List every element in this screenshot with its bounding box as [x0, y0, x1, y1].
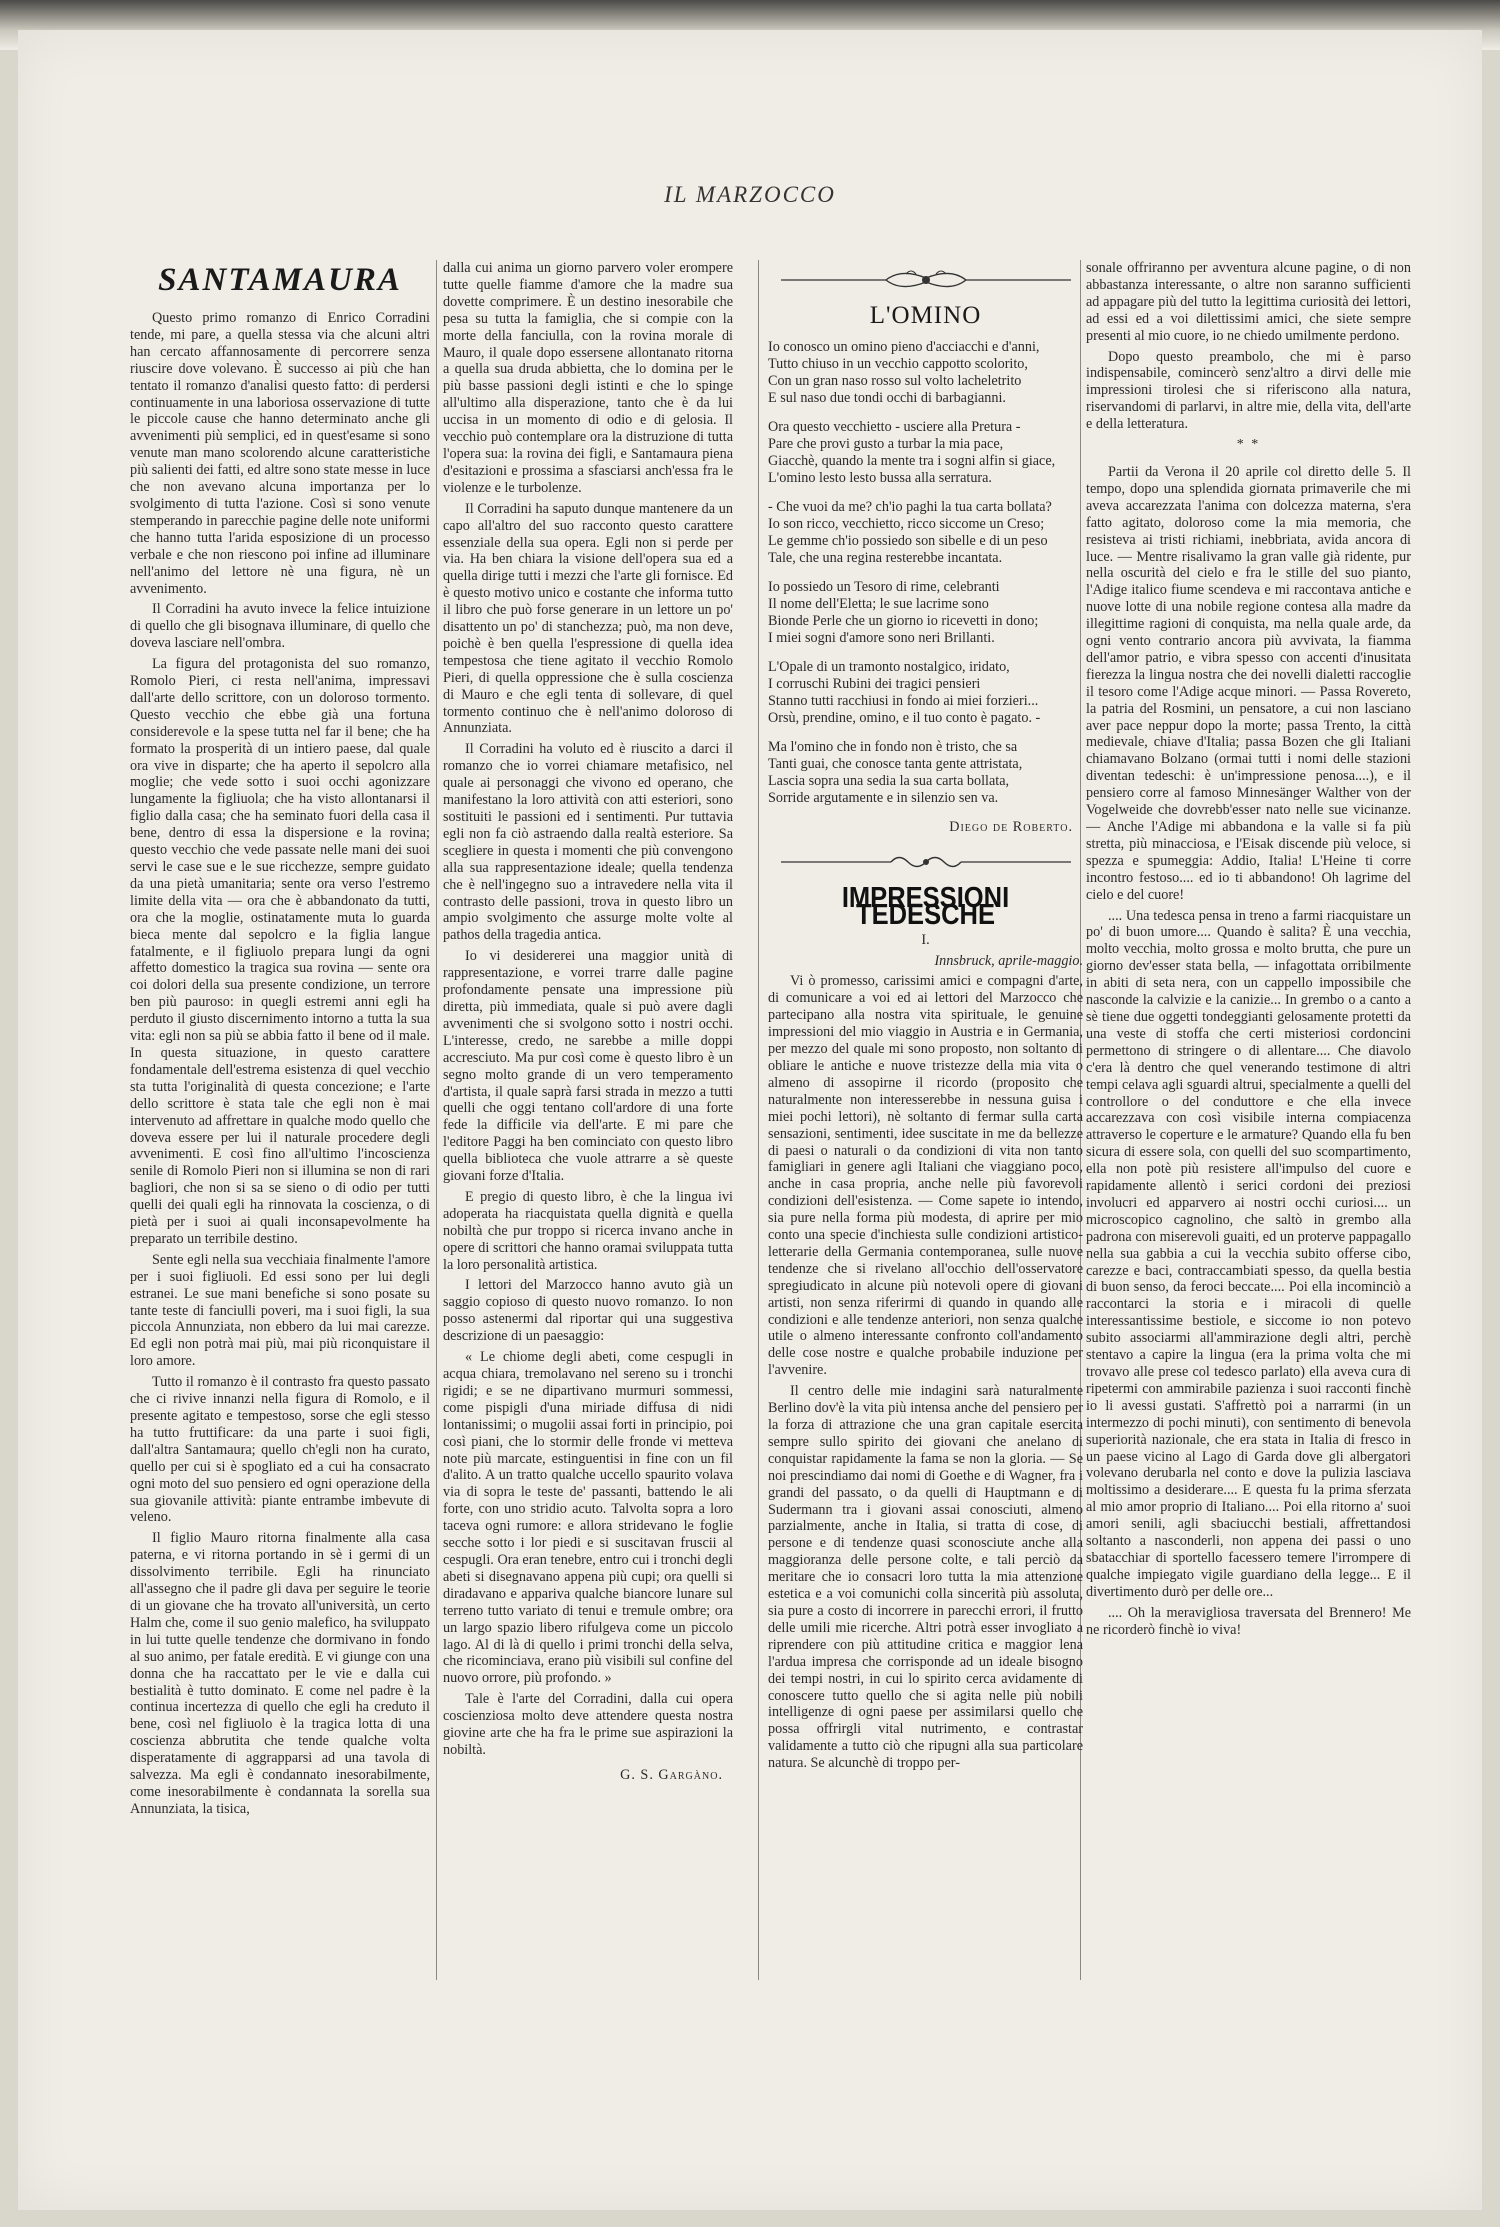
- signature-de-roberto: Diego de Roberto.: [949, 818, 1073, 835]
- paragraph: .... Oh la meravigliosa traversata del Brennero! Me ne ricorderò finchè io viva!: [1086, 1604, 1411, 1638]
- poem-line: Lascia sopra una sedia la sua carta bollata,: [768, 772, 1010, 789]
- paragraph: E pregio di questo libro, è che la lingua ivi adoperata ha riacquistata quella dignità e quella nobiltà che pur troppo si ricerca invano anche in opere di scrittori che hanno oramai sviluppata tutta la loro personalità artistica.: [443, 1188, 733, 1273]
- poem-line: Io son ricco, vecchietto, ricco siccome un Creso;: [768, 515, 1045, 532]
- column-3: [768, 260, 1083, 2000]
- poem-title-omino: L'OMINO: [869, 302, 982, 329]
- poem-line: Il nome dell'Eletta; le sue lacrime sono: [768, 595, 989, 612]
- ornament-divider: [768, 850, 1083, 880]
- poem-stanza: [768, 339, 1083, 407]
- page-header: IL MARZOCCO: [664, 182, 836, 207]
- poem-stanza: [768, 419, 1083, 487]
- column-rule: [436, 260, 437, 1980]
- poem-line: Tutto chiuso in un vecchio cappotto scolorito,: [768, 355, 1028, 372]
- column-rule: [758, 260, 759, 1980]
- ornament-divider: [768, 266, 1083, 296]
- poem-stanza: [768, 739, 1083, 807]
- paragraph: Il figlio Mauro ritorna finalmente alla casa paterna, e vi ritorna portando in sè i germi di un dissolvimento terribile. Egli ha rinunciato all'assegno che il padre gli dava per seguire le teorie di un giovane che ha trovato all'università, un certo Halm che, come il suo genio malefico, ha sviluppato in lui tutte quelle tendenze che dormivano in fondo al suo animo, per fatale eredità. E vi giunge con una donna che ha raccattato per le vie e dalla cui bestialità è tutto dominato. E come nel padre è la continua incertezza di quello che egli ha creduto il bene, così nel figliuolo è la tragica lotta di una coscienza abbrutita che tende qualche volta disperatamente di aggrapparsi ad una tavola di salvezza. Ma egli è condannato inesorabilmente, come inesorabilmente è condannata la sorella sua Annunziata, la tisica,: [130, 1530, 430, 1817]
- poem-line: Io possiedo un Tesoro di rime, celebranti: [768, 578, 1000, 595]
- paragraph: Vi ò promesso, carissimi amici e compagni d'arte, di comunicare a voi ed ai lettori del Marzocco che partecipano alla nostra vita spirituale, le genuine impressioni del mio viaggio in Austria e in Germania, per mezzo del quale mi sono proposto, non soltanto di obliare le antiche e nuove tristezze della mia vita o almeno di assopirne il ricordo (proposito che naturalmente non interesserebbe in nessuna guisa i miei pochi lettori), nè soltanto di fermar sulla carta sensazioni, sentimenti, idee suscitate in me da bellezze di paesi o naturali o da condizioni di vita non tanto famigliari in genere agli Italiani che viaggiano poco, anche in casa propria, anche nelle più favorevoli condizioni dell'esistenza. — Come sapete io intendo, sia pure nella forma più modesta, di aprire per mio conto una specie d'inchiesta sulle condizioni artistico-letterarie della Germania contemporanea, sulle nuove tendenze che si rivelano all'occhio dell'osservatore spregiudicato in alcune più notevoli opere di giovani artisti, non senza riferirmi di quando in quando alle condizioni e alle tendenze anteriori, non senza qualche utile o almeno interessante confronto coll'andamento delle cose nostre e qualche probabile induzione per l'avvenire.: [768, 973, 1083, 1379]
- article-title-santamaura: SANTAMAURA: [158, 262, 402, 298]
- poem-line: I miei sogni d'amore sono neri Brillanti.: [768, 629, 995, 646]
- column-2: [443, 260, 733, 2000]
- poem-line: Con un gran naso rosso sul volto lacheletrito: [768, 372, 1022, 389]
- paragraph: Il Corradini ha voluto ed è riuscito a darci il romanzo che io vorrei chiamare metafisico, nel quale ai personaggi che vivono ed operano, che manifestano la loro attività con atti esteriori, sono sostituiti le passioni ed i sentimenti. Pur tuttavia egli non fa ciò astraendo dalla realtà esteriore. Sa scegliere in questa i momenti che più convengono alla sua rappresentazione ideale; quella tendenza che è nell'ingegno suo a intravedere nella vita il contrasto delle passioni, trova in questo libro un ampio svolgimento che assurge molte volte al pathos della tragedia antica.: [443, 741, 733, 944]
- paragraph: .... Una tedesca pensa in treno a farmi riacquistare un po' di buon umore.... Quando è salita? È una vecchia, molto vecchia, molto grossa e molto brutta, che pure un giorno dev'esser stata bella, — infagottata orribilmente in abiti di seta nera, con un cappello impossibile che nasconde la calvizie e la canizie... In grembo o a canto a sè tiene due oggetti tondeggianti gelosamente protetti da una veste di stoffa che certi misteriosi cordoncini permettono di stringere o di allentare.... Che diavolo c'era là dentro che quel venerando testimone di altri tempi celava agli sguardi altrui, specialmente a quelli del controllore o del conduttore e che ella invece accarezzava con così visibile interna compiacenza attraverso le coperture e le armature? Quando ella fu ben sicura di essere sola, con quelli del suo scompartimento, ella non potè più resistere all'impulso del cuore e rapidamente allentò i serici cordoni dei preziosi involucri ed apparvero ai nostri occhi curiosi.... un microscopico cagnolino, che saltò in grembo alla padrona con miserevoli guaiti, ed un proterve pappagallo nella sua gabbia a cui la vecchia subito offerse cibo, carezze e baci, contraccambiati spesso, da quella bestia di buon senso, da feroci beccate.... Poi ella incominciò a raccontarci la storia e i miracoli di quelle interessantissime bestiole, e siccome io non potevo subito associarmi all'ammirazione degli altri, perchè stentavo a capire la lingua (era la prima volta che mi trovavo alle prese col tedesco parlato) ella aveva cura di ripetermi con ammirabile pazienza i suoi racconti finchè io li avessi gustati. S'affrettò poi a narrarmi (in un intermezzo di pochi minuti), con sentimento di benevola superiorità nazionale, che era stata in Italia di fresco in un paese vicino al Lago di Garda dove gli albergatori volevano derubarla nel conto e dove la pulizia lasciava moltissimo a desiderare.... E questa fu la prima sferzata al mio amor proprio di Italiano.... Poi ella ritorno a' suoi amori senili, agli sbaciucchi bestiali, affrettandosi soltanto a nasconderli, non appena dei passi o uno sbatacchiar di sportello facessero temere l'irrompere di qualche impiegato vigile guardiano della legge... E il divertimento durò per delle ore...: [1086, 907, 1411, 1600]
- paragraph: Il centro delle mie indagini sarà naturalmente Berlino dov'è la vita più intensa anche del pensiero per la forza di attrazione che una gran capitale esercita sempre sullo spirito dei giovani che anelano di conquistar rapidamente la fama se non la gloria. — Se noi prescindiamo dai nomi di Goethe e di Wagner, fra i grandi del passato, o da quelli di Hauptmann e di Sudermann tra i giovani assai conosciuti, almeno parzialmente, anche in Italia, si tratta di cose, di persone e di tendenze quasi sconosciute anche alla maggioranza delle persone colte, e tali perciò da meritare che io consacri loro tutta la mia attenzione estetica e a voi comunichi colla sincerità più assoluta, sia pure a costo di incorrere in parecchi errori, il frutto delle umili mie ricerche. Altri potrà esser invogliato a riprendere con più attitudine critica e maggior lena l'ardua impresa che corrisponde ad un ideale bisogno dei tempi nostri, in cui lo spirito cerca avidamente di conoscere tutto quello che si agita nelle più nobili intelligenze di ogni paese per assimilarsi quello che possa offrirgli vital nutrimento, e contrastar validamente a tutto ciò che ripugni alla sua particolare natura. Se alcunchè di troppo per-: [768, 1383, 1083, 1772]
- poem-stanza: [768, 659, 1083, 727]
- poem-line: L'omino lesto lesto bussa alla serratura.: [768, 469, 992, 486]
- paragraph: Il Corradini ha saputo dunque mantenere da un capo all'altro del suo racconto questo carattere essenziale della sua opera. Egli non si perde per via. Ha ben chiara la visione dell'opera sua ed a quella dirige tutti i mezzi che l'arte gli fornisce. Ed è questo motivo unico e costante che informa tutto il libro che può forse generare in un lettore un po' disattento un po' di stanchezza; può, ma non deve, poichè è ben quella l'espressione di quella idea tempestosa che tiene agitato il vecchio Romolo Pieri, di quella oppressione che è sulla coscienza di Mauro e che egli tenta di sollevare, di quel tormento continuo che è nell'animo doloroso di Annunziata.: [443, 500, 733, 737]
- dateline: Innsbruck, aprile-maggio.: [934, 952, 1083, 969]
- paragraph: Dopo questo preambolo, che mi è parso indispensabile, comincerò senz'altro a dirvi delle mie impressioni tirolesi che si riferiscono alla natura, riservandomi di parlarvi, in altre mie, della vita, dell'arte e della letteratura.: [1086, 348, 1411, 433]
- paragraph: I lettori del Marzocco hanno avuto già un saggio copioso di questo nuovo romanzo. Io non posso astenermi dal riportar qui una suggestiva descrizione di un paesaggio:: [443, 1277, 733, 1345]
- poem-line: Bionde Perle che un giorno io ricevetti in dono;: [768, 612, 1039, 629]
- newspaper-page: [18, 30, 1482, 2210]
- poem-line: Giacchè, quando la mente tra i sogni alfin si giace,: [768, 452, 1056, 469]
- poem-line: Pare che provi gusto a turbar la mia pace,: [768, 435, 1004, 452]
- column-4: [1086, 260, 1411, 2000]
- article-title-impressioni: IMPRESSIONI TEDESCHE: [841, 881, 1010, 931]
- poem-line: L'Opale di un tramonto nostalgico, iridato,: [768, 658, 1010, 675]
- signature-gargano: G. S. Gargàno.: [620, 1766, 723, 1783]
- paragraph: La figura del protagonista del suo romanzo, Romolo Pieri, ci resta nell'anima, impressavi dall'arte dello scrittore, con un doloroso tormento. Questo vecchio che ebbe già una fortuna considerevole e la spese tutta nel far il bene; che ha formato la prosperità di un intiero paese, dal quale ora vive in disparte; che ha aperto il sepolcro alla moglie; che vede sotto i suoi occhi agonizzare lungamente la figliuola; che ha visto allontanarsi il figlio dalla casa; che ha seminato fuori della casa il bene, dentro di essa la dispersione e la rovina; questo vecchio che vede passate nelle mani dei suoi servi le case sue e le sue ricchezze, sempre guidato da una pietà umanitaria; sente ora verso l'estremo limite della vita — ora che è abbandonato da tutti, ora che la moglie, ostinatamente muta lo guarda bieca mente dal sepolcro e la figlia langue fatalmente, e il figliuolo prepara lungi da ogni affetto domestico la tragica sua rovina — sente ora coi dolori della sua presente condizione, un terrore ben più pauroso: in quegli estremi anni egli ha perduto il giusto discernimento intorno a tutta la sua vita: egli non sa più se abbia fatto il bene od il male. In questa situazione, in questo carattere fondamentale dell'estrema esistenza di quel vecchio sta tutta l'originalità di questa concezione; e l'arte dello scrittore è stata tale che egli non è mai intervenuto ad affrettare in qualche modo quello che doveva essere per lui il naturale procedere degli avvenimenti. E così fino all'ultimo l'incoscienza senile di Romolo Pieri non si illumina se non di rari bagliori, che non si sa se sieno o di odio per tutti quelli dei quali egli ha rinnovata la coscienza, o di pietà per i suoi ai quali inconsapevolmente ha preparato un terribile destino.: [130, 656, 430, 1247]
- paragraph: Il Corradini ha avuto invece la felice intuizione di quello che gli bisognava illuminare, di quello che doveva lasciare nell'ombra.: [130, 601, 430, 652]
- paragraph: Questo primo romanzo di Enrico Corradini tende, mi pare, a quella stessa via che alcuni altri han cercato affannosamente di percorrere senza riuscire dove volevano. È successo ai più che han tentato il romanzo d'analisi questo fatto: di perdersi continuamente in una laboriosa osservazione di tutte le piccole cause che hanno determinato anche gli avvenimenti più semplici, ed in quest'esame si sono venute man mano scolorendo alcune caratteristiche più salienti dei fatti, ed altre sono state messe in luce che non avevano alcuna importanza per lo svolgimento di tutta l'azione. Così si sono venute stemperando in parecchie pagine delle note uniformi che hanno tutta l'arida esposizione di un processo verbale e che non riescono poi infine ad illuminare nell'animo del lettore nè una figura, nè un avvenimento.: [130, 310, 430, 597]
- column-1: [130, 260, 430, 1980]
- poem-line: Ma l'omino che in fondo non è tristo, che sa: [768, 738, 1018, 755]
- paragraph: sonale offriranno per avventura alcune pagine, o di non abbastanza interessante, o altre non saranno sufficienti ad appagare più del tutto la legittima curiosità dei lettori, ad essi ed a voi dilettissimi amici, che siete sempre presenti al mio cuore, io ne chiedo umilmente perdono.: [1086, 260, 1411, 344]
- poem-line: Stanno tutti racchiusi in fondo ai miei forzieri...: [768, 692, 1039, 709]
- poem-line: Le gemme ch'io possiedo son sibelle e di un peso: [768, 532, 1048, 549]
- poem-line: Sorride argutamente e in silenzio sen va.: [768, 789, 999, 806]
- paragraph: dalla cui anima un giorno parvero voler erompere tutte quelle fiamme d'amore che la madre sua dovette comprimere. È un destino inesorabile che pesa su tutta la famiglia, che si compie con la morte della fanciulla, con la rovina morale di Mauro, il quale dopo essersene allontanato ritorna a quella sua druda abbietta, che lo domina per le più basse passioni degli istinti e che lo spinge all'ultimo alla disperazione, tanto che è da lui uccisa in un momento di odio e di gelosia. Il vecchio può contemplare ora la distruzione di tutta l'opera sua: la rovina dei figli, e Santamaura piena d'esitazioni e prossima a sfasciarsi anch'essa fra le violenze e le turbolenze.: [443, 260, 733, 496]
- poem-line: Tanti guai, che conosce tanta gente attristata,: [768, 755, 1023, 772]
- poem-stanza: [768, 499, 1083, 567]
- poem-line: Io conosco un omino pieno d'acciacchi e d'anni,: [768, 338, 1040, 355]
- poem-line: Tale, che una regina resterebbe incantata.: [768, 549, 1003, 566]
- paragraph: Partii da Verona il 20 aprile col diretto delle 5. Il tempo, dopo una splendida giornata primaverile che mi aveva accarezzata l'anima con dolcezza materna, s'era fatto agitato, doloroso come la mia memoria, che resisteva ai tristi richiami, inebbriata, avida ancora di luce. — Mentre risalivamo la gran valle già ridente, pur nella oscurità del cielo e fra le stille del suo pianto, l'Adige italico fiume scendeva e mi raccontava antiche e nuove lotte di una nobile regione contesa alla madre da illegittime ragioni di conquista, ma nella quale arde, da ogni vento contrario ancora più avvivata, la fiamma dell'amor patrio, e vibra spesso con accenti d'inusitata fierezza la lingua nostra che dei novelli dialetti raccoglie il tesoro come l'Adige acque minori. — Passa Rovereto, la patria del Rosmini, un pensatore, a cui non lasciano aver pace neppur dopo la morte; passa Trento, la città medievale, chiave d'Italia; passa Bozen che gli Italiani chiamavano Bolzano (ormai tutti i nomi delle stazioni diventan tedeschi: è un'impressione penosa....), e il pensiero corre al famoso Minnesänger Walther von der Vogelweide che dovrebb'esser nato nelle sue vicinanze. — Anche l'Adige mi abbandona e la valle si fa più stretta, più minacciosa, e l'Eisak discende più veloce, si spezza e spumeggia: Addio, Italia! L'Heine ti corre incontro festoso.... ed io ti abbandono! Oh lagrime del cielo e del cuore!: [1086, 463, 1411, 903]
- paragraph: Tale è l'arte del Corradini, dalla cui opera coscienziosa molto deve attendere questa nostra giovine arte che ha fra le prime sue aspirazioni la nobiltà.: [443, 1691, 733, 1758]
- paragraph: Tutto il romanzo è il contrasto fra questo passato che ci rivive innanzi nella figura di Romolo, e il presente agitato e tempestoso, sorse che egli stesso ha tutto fruttificare: da una parte i suoi figli, dall'altra Santamaura; quello ch'egli non ha curato, quello per cui si è spogliato ed a cui ha consacrato ogni moto del suo pensiero ed ogni operazione della sua giovanile attività: piante entrambe imbevute di veleno.: [130, 1374, 430, 1526]
- paragraph: Io vi desidererei una maggior unità di rappresentazione, e vorrei trarre dalle pagine profondamente pensate una impressione più diretta, più immediata, quale si può avere dagli avvenimenti che si svolgono sotto i nostri occhi. L'interesse, credo, ne sarebbe a mille doppi accresciuto. Ma pur così come è questo libro è un segno molto grande di un vero temperamento d'artista, il quale saprà farsi strada in mezzo a tutti quelli che oggi tentano coll'ardore di una forte fede la difficile via dell'arte. E mi pare che l'editore Paggi ha ben cominciato con questo libro quella biblioteca che vuole attrarre a sè queste giovani forze d'Italia.: [443, 948, 733, 1185]
- paragraph: Sente egli nella sua vecchiaia finalmente l'amore per i suoi figliuoli. Ed essi sono per lui degli estranei. Le sue mani benefiche si sono posate su tante teste di fanciulli poveri, ma i suoi figli, la sua piccola Annunziata, non ebbero da lui mai carezze. Ed egli non potrà mai più, mai più riconquistare il loro amore.: [130, 1251, 430, 1370]
- poem-line: - Che vuoi da me? ch'io paghi la tua carta bollata?: [768, 498, 1052, 515]
- poem-line: Orsù, prendine, omino, e il tuo conto è pagato. -: [768, 709, 1041, 726]
- poem-line: E sul naso due tondi occhi di barbagianni.: [768, 389, 1006, 406]
- poem-line: Ora questo vecchietto - usciere alla Pretura -: [768, 418, 1021, 435]
- section-numeral: I.: [921, 931, 930, 948]
- section-stars: * *: [1236, 437, 1261, 453]
- poem-stanza: [768, 579, 1083, 647]
- quoted-passage: « Le chiome degli abeti, come cespugli in acqua chiara, tremolavano nel sereno su i tronchi rigidi; e se ne dipartivano murmuri sommessi, come pispigli d'una miriade diffusa di nidi lontanissimi; o mugolii assai forti in principio, poi così piani, che lo stormir delle fronde vi metteva note più marcate, estinguentisi in fine con un fil d'alito. A un tratto qualche uccello spaurito volava via di sopra le teste de' passanti, battendo le ali forte, con uno stridio acuto. Talvolta sopra a loro taceva ogni rumore: e allora stridevano le foglie secche sotto i lor piedi e si suscitavan fruscii al cespugli. Ora eran tenebre, entro cui i tronchi degli abeti si disegnavano appena più cupi; ora quelli si diradavano e appariva qualche biancore lunare sul terreno tutto variato di tenui e tremule ombre; ora un largo spazio libero rifulgeva come un piccolo lago. Al di là di quello i primi tronchi della selva, che ricominciava, erano più visibili sul confine del nuovo orrore, più profondo. »: [443, 1349, 733, 1687]
- poem-line: I corruschi Rubini dei tragici pensieri: [768, 675, 981, 692]
- poem-omino: [768, 339, 1083, 807]
